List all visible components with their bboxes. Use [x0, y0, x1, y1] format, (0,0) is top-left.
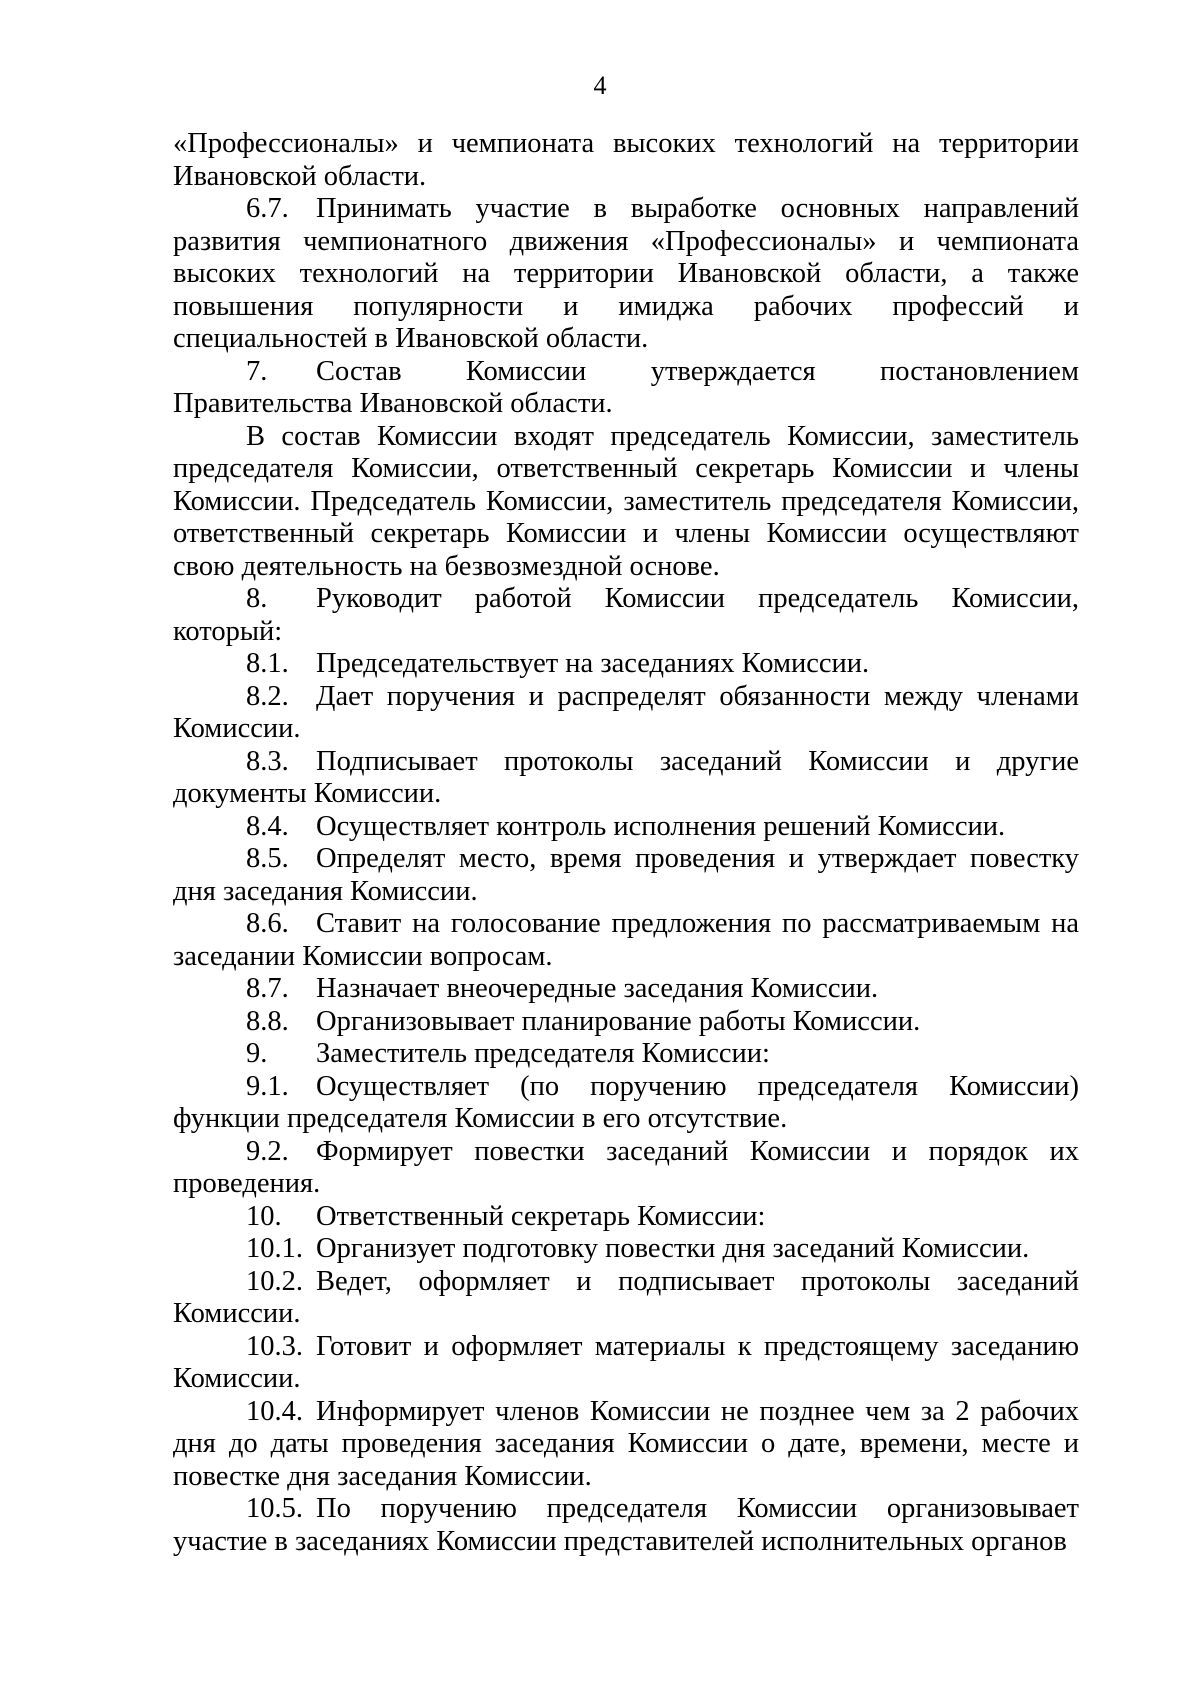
clause-8-8: 8.8. Организовывает планирование работы Комиссии.	[246, 1005, 921, 1037]
document-body	[173, 128, 1079, 1558]
clause-8-4: 8.4. Осуществляет контроль исполнения решений Комиссии.	[246, 810, 1006, 842]
clause-8-3: 8.3. Подписывает протоколы заседаний Комиссии и другие документы Комиссии.	[173, 745, 1079, 809]
clause-number: 6.7.	[246, 193, 289, 224]
clause-number: 7.	[246, 355, 268, 387]
clause-number: 10.	[246, 1200, 282, 1232]
clause-number: 8.1.	[246, 648, 289, 679]
clause-10-5: 10.5. По поручению председателя Комиссии организовывает участие в заседаниях Комиссии представителей исполнительных органов	[173, 1493, 1079, 1557]
clause-number: 10.5.	[246, 1493, 303, 1524]
clause-number: 8.5.	[246, 843, 289, 874]
clause-number: 9.2.	[246, 1135, 289, 1167]
paragraph-commission-composition: В состав Комиссии входят председатель Комиссии, заместитель председателя Комиссии, ответственный секретарь Комиссии и члены Комиссии. Председатель Комиссии, заместитель председателя Комиссии, ответственный секретарь Комиссии и члены Комиссии осуществляют свою деятельность на безвозмездной основе.	[173, 420, 1079, 582]
clause-number: 8.3.	[246, 745, 289, 777]
clause-10-2: 10.2. Ведет, оформляет и подписывает протоколы заседаний Комиссии.	[173, 1265, 1079, 1329]
page-number: 4	[593, 71, 607, 100]
clause-9-1: 9.1. Осуществляет (по поручению председателя Комиссии) функции председателя Комиссии в его отсутствие.	[173, 1070, 1079, 1134]
clause-number: 9.1.	[246, 1070, 289, 1102]
clause-8-2: 8.2. Дает поручения и распределят обязанности между членами Комиссии.	[173, 680, 1079, 744]
clause-number: 10.3.	[246, 1330, 303, 1362]
clause-number: 8.6.	[246, 908, 289, 939]
clause-9-2: 9.2. Формирует повестки заседаний Комиссии и порядок их проведения.	[173, 1135, 1079, 1199]
clause-number: 8.	[246, 583, 268, 614]
clause-number: 8.7.	[246, 973, 289, 1004]
clause-10: 10. Ответственный секретарь Комиссии:	[246, 1200, 766, 1232]
clause-8-6: 8.6. Ставит на голосование предложения по рассматриваемым на заседании Комиссии вопросам.	[173, 908, 1079, 972]
clause-number: 10.1.	[246, 1233, 303, 1264]
clause-8: 8. Руководит работой Комиссии председатель Комиссии, который:	[173, 583, 1079, 647]
clause-10-3: 10.3. Готовит и оформляет материалы к предстоящему заседанию Комиссии.	[173, 1330, 1079, 1394]
clause-number: 9.	[246, 1038, 268, 1069]
clause-7: 7. Состав Комиссии утверждается постановлением Правительства Ивановской области.	[173, 355, 1079, 419]
clause-9: 9. Заместитель председателя Комиссии:	[246, 1038, 770, 1069]
clause-10-4: 10.4. Информирует членов Комиссии не позднее чем за 2 рабочих дня до даты проведения заседания Комиссии о дате, времени, месте и повестке дня заседания Комиссии.	[173, 1395, 1079, 1492]
clause-8-1: 8.1. Председательствует на заседаниях Комиссии.	[246, 648, 870, 679]
clause-number: 8.4.	[246, 810, 289, 842]
clause-6-7: 6.7. Принимать участие в выработке основных направлений развития чемпионатного движения «Профессионалы» и чемпионата высоких технологий на территории Ивановской области, а также повышения популярности и имиджа рабочих профессий и специальностей в Ивановской области.	[173, 193, 1079, 354]
clause-number: 10.2.	[246, 1265, 303, 1297]
clause-10-1: 10.1. Организует подготовку повестки дня заседаний Комиссии.	[246, 1233, 1030, 1264]
paragraph-continuation: «Профессионалы» и чемпионата высоких технологий на территории Ивановской области.	[173, 128, 1079, 192]
clause-8-7: 8.7. Назначает внеочередные заседания Комиссии.	[246, 973, 879, 1004]
clause-8-5: 8.5. Определят место, время проведения и утверждает повестку дня заседания Комиссии.	[173, 843, 1079, 907]
clause-number: 8.8.	[246, 1005, 289, 1037]
clause-number: 8.2.	[246, 680, 289, 712]
clause-number: 10.4.	[246, 1395, 303, 1427]
